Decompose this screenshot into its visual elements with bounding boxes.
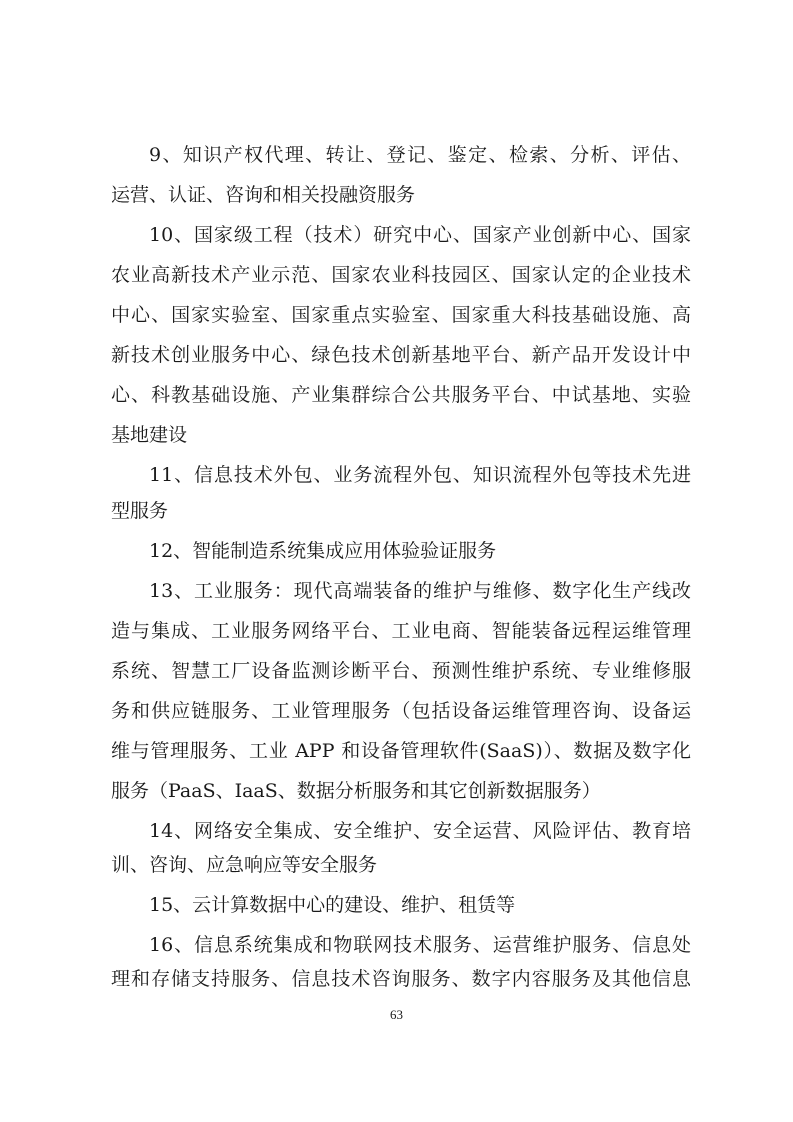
text-line: 理和存储支持服务、信息技术咨询服务、数字内容服务及其他信息 <box>111 968 691 990</box>
text-line: 型服务 <box>111 500 169 522</box>
text-line: 11、信息技术外包、业务流程外包、知识流程外包等技术先进 <box>149 464 691 486</box>
text-line: 16、信息系统集成和物联网技术服务、运营维护服务、信息处 <box>149 934 691 956</box>
text-line: 12、智能制造系统集成应用体验验证服务 <box>149 540 497 562</box>
text-line: 训、咨询、应急响应等安全服务 <box>111 854 378 876</box>
text-line: 系统、智慧工厂设备监测诊断平台、预测性维护系统、专业维修服 <box>111 660 691 682</box>
text-line: 造与集成、工业服务网络平台、工业电商、智能装备远程运维管理 <box>111 620 691 642</box>
text-line: 10、国家级工程（技术）研究中心、国家产业创新中心、国家 <box>149 224 691 246</box>
text-line: 心、科教基础设施、产业集群综合公共服务平台、中试基地、实验 <box>111 384 691 406</box>
text-line: 15、云计算数据中心的建设、维护、租赁等 <box>149 894 516 916</box>
text-line: 维与管理服务、工业 APP 和设备管理软件(SaaS)）、数据及数字化 <box>111 740 691 762</box>
text-line: 务和供应链服务、工业管理服务（包括设备运维管理咨询、设备运 <box>111 700 691 722</box>
page-number: 63 <box>390 1007 403 1022</box>
text-line: 13、工业服务：现代高端装备的维护与维修、数字化生产线改 <box>149 580 691 602</box>
text-line: 中心、国家实验室、国家重点实验室、国家重大科技基础设施、高 <box>111 304 691 326</box>
text-line: 新技术创业服务中心、绿色技术创新基地平台、新产品开发设计中 <box>111 344 691 366</box>
text-line: 基地建设 <box>111 424 188 446</box>
text-line: 9、知识产权代理、转让、登记、鉴定、检索、分析、评估、 <box>149 144 691 166</box>
text-line: 运营、认证、咨询和相关投融资服务 <box>111 184 416 206</box>
text-line: 农业高新技术产业示范、国家农业科技园区、国家认定的企业技术 <box>111 264 691 286</box>
text-line: 14、网络安全集成、安全维护、安全运营、风险评估、教育培 <box>149 820 691 842</box>
text-line: 服务（PaaS、IaaS、数据分析服务和其它创新数据服务） <box>111 780 601 802</box>
